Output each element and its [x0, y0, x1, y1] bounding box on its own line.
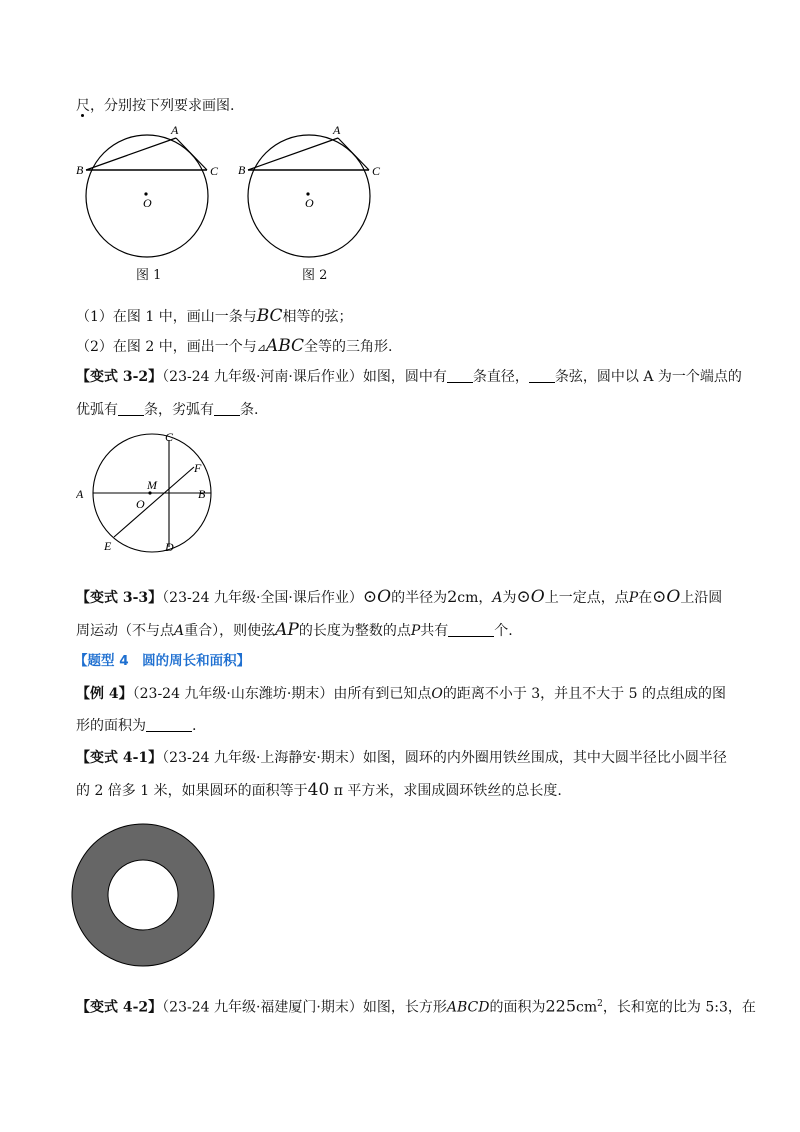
variant-3-3-line-2: 周运动（不与点A重合），则使弦AP的长度为整数的点P共有 个. — [76, 620, 513, 640]
example-4-line-1: 【例 4】（23-24 九年级·山东潍坊·期末）由所有到已知点O的距离不小于 3，并且不大于 5 的点组成的图 — [76, 686, 726, 702]
annulus — [72, 824, 214, 966]
label-a: A — [171, 123, 179, 137]
label-o: O — [136, 497, 145, 511]
variant-4-1-line-1: 【变式 4-1】（23-24 九年级·上海静安·期末）如图，圆环的内外圈用铁丝围成，其中大圆半径比小圆半径 — [76, 750, 727, 766]
answer-blank[interactable] — [529, 368, 555, 383]
label-d: D — [165, 540, 174, 554]
intro-line: 尺，分别按下列要求画图. — [76, 98, 235, 114]
figure-2-caption: 图 2 — [302, 268, 328, 283]
ring-figure — [70, 822, 216, 968]
label-b: B — [238, 163, 246, 177]
label-a: A — [333, 123, 341, 137]
variant-tag: 【变式 3-2】 — [76, 369, 163, 385]
dotted-char: 尺 — [76, 98, 90, 114]
figure-3 — [76, 430, 226, 555]
variant-tag: 【变式 4-1】 — [76, 750, 163, 766]
variant-4-2-line-1: 【变式 4-2】（23-24 九年级·福建厦门·期末）如图，长方形ABCD的面积为$225cm^2$，长和宽的比为 5:3，在 — [76, 996, 756, 1016]
label-o: O — [305, 196, 314, 210]
answer-blank[interactable] — [214, 401, 240, 416]
answer-blank[interactable] — [118, 401, 144, 416]
label-m: M — [147, 478, 157, 492]
question-2: （2）在图 2 中，画出一个与⊿ABC全等的三角形. — [76, 336, 393, 356]
variant-3-2-line-1: 【变式 3-2】（23-24 九年级·河南·课后作业）如图，圆中有 条直径， 条弦，圆中以 A 为一个端点的 — [76, 369, 742, 385]
label-e: E — [104, 539, 112, 553]
label-f: F — [194, 461, 202, 475]
figure-1 — [76, 118, 226, 268]
example-tag: 【例 4】 — [76, 686, 133, 702]
example-4-line-2: 形的面积为 . — [76, 718, 197, 734]
section-heading: 【题型 4 圆的周长和面积】 — [74, 653, 251, 669]
label-c: C — [210, 164, 219, 178]
variant-3-2-line-2: 优弧有 条，劣弧有 条. — [76, 402, 259, 418]
question-1: （1）在图 1 中，画山一条与BC相等的弦； — [76, 306, 353, 326]
label-c: C — [372, 164, 381, 178]
figure-2 — [238, 118, 388, 268]
label-o: O — [143, 196, 152, 210]
variant-tag: 【变式 3-3】 — [76, 590, 163, 606]
label-b: B — [76, 163, 84, 177]
variant-4-1-line-2: 的 2 倍多 1 米，如果圆环的面积等于40 π 平方米，求围成圆环铁丝的总长度. — [76, 780, 562, 800]
label-a: A — [76, 487, 84, 501]
figure-1-caption: 图 1 — [136, 268, 162, 283]
answer-blank[interactable] — [146, 717, 192, 732]
label-c: C — [165, 430, 174, 444]
answer-blank[interactable] — [448, 622, 494, 637]
variant-tag: 【变式 4-2】 — [76, 999, 163, 1016]
label-b: B — [198, 487, 206, 501]
variant-3-3-line-1: 【变式 3-3】（23-24 九年级·全国·课后作业）⊙O的半径为2cm，A为⊙O上一定点，点P在⊙O上沿圆 — [76, 587, 723, 607]
answer-blank[interactable] — [447, 368, 473, 383]
